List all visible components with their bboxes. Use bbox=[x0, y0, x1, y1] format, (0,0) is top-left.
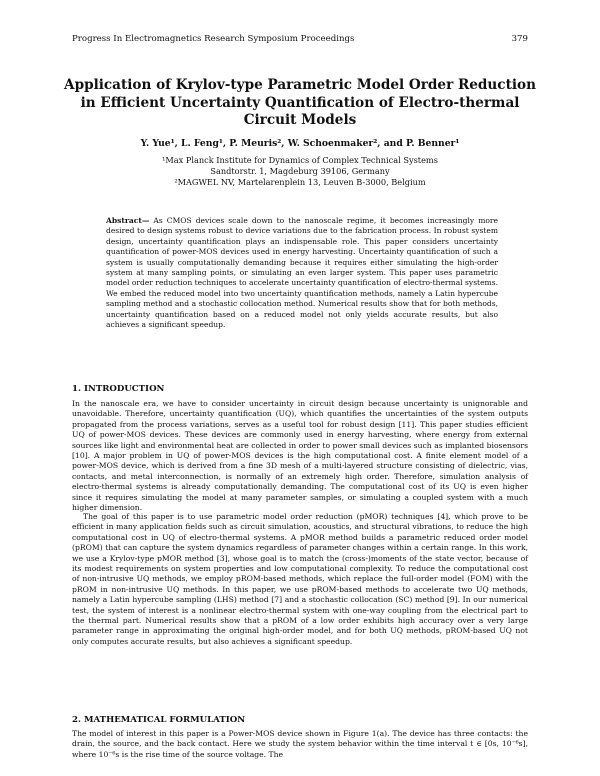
page-number: 379 bbox=[511, 34, 528, 44]
affiliation-line: Sandtorstr. 1, Magdeburg 39106, Germany bbox=[210, 165, 390, 176]
affiliation-line: ²MAGWEL NV, Martelarenplein 13, Leuven B-3000, Belgium bbox=[174, 176, 426, 187]
section-heading-introduction: 1. INTRODUCTION bbox=[72, 384, 165, 394]
math-paragraph-1: The model of interest in this paper is a Power-MOS device shown in Figure 1(a). The device has three contacts: the drain, the source, and the back contact. Here we study the system behavior within the time interval t ∈ [0s, 10⁻⁶s], where 10⁻⁶s is the rise time of the source voltage. The bbox=[72, 729, 528, 759]
running-header: Progress In Electromagnetics Research Symposium Proceedings bbox=[72, 34, 355, 44]
abstract bbox=[106, 216, 498, 330]
affiliations bbox=[72, 155, 528, 187]
section-heading-math: 2. MATHEMATICAL FORMULATION bbox=[72, 715, 246, 725]
intro-paragraph-1: In the nanoscale era, we have to consider uncertainty in circuit design because uncertainty is unignorable and unavoidable. Therefore, uncertainty quantification (UQ), which quantifies the uncertainties of the system outputs propagated from the process variations, serves as a useful tool for robust design [11]. This paper studies efficient UQ of power-MOS devices. These devices are commonly used in energy harvesting, where energy from external sources like light and environmental heat are collected in order to power small devices such as implanted biosensors [10]. A major problem in UQ of power-MOS devices is the high computational cost. A finite element model of a power-MOS device, which is derived from a fine 3D mesh of a multi-layered structure consisting of dielectric, vias, contacts, and metal interconnection, is normally of an extremely high order. Therefore, simulation analysis of electro-thermal systems is already computationally demanding. The computational cost of its UQ is even higher since it requires simulating the model at many parameter samples, or simulating a coupled system with a much higher dimension. bbox=[72, 399, 528, 513]
paper-title: Application of Krylov-type Parametric Model Order Reduction in Efficient Uncertainty Quantification of Electro-thermal Circuit Models bbox=[64, 77, 536, 128]
affiliation-line: ¹Max Planck Institute for Dynamics of Complex Technical Systems bbox=[162, 155, 438, 165]
author-list: Y. Yue¹, L. Feng¹, P. Meuris², W. Schoenmaker², and P. Benner¹ bbox=[140, 138, 460, 149]
intro-paragraph-2: The goal of this paper is to use parametric model order reduction (pMOR) techniques [4], which prove to be efficient in many application fields such as circuit simulation, acoustics, and structural vibrations, to reduce the high computational cost in UQ of electro-thermal systems. A pMOR method builds a parametric reduced order model (pROM) that can capture the system dynamics regardless of parameter changes within a certain range. In this work, we use a Krylov-type pMOR method [3], whose goal is to match the (cross-)moments of the state vector, because of its modest requirements on system properties and low computational complexity. To reduce the computational cost of non-intrusive UQ methods, we employ pROM-based methods, which replace the full-order model (FOM) with the pROM in non-intrusive UQ methods. In this paper, we use pROM-based methods to accelerate two UQ methods, namely a Latin hypercube sampling (LHS) method [7] and a stochastic collocation (SC) method [9]. In our numerical test, the system of interest is a nonlinear electro-thermal system with one-way coupling from the electrical part to the thermal part. Numerical results show that a pROM of a low order exhibits high accuracy over a very large parameter range in approximating the original high-order model, and for both UQ methods, pROM-based UQ not only computes accurate results, but also achieves a significant speedup. bbox=[72, 512, 528, 646]
abstract-text: As CMOS devices scale down to the nanoscale regime, it becomes increasingly more desired to design systems robust to device variations due to the fabrication process. In robust system design, uncertainty quantification plays an indispensable role. This paper considers uncertainty quantification of power-MOS devices used in energy harvesting. Uncertainty quantification of such a system is usually computationally demanding because it requires either simulating the high-order system at many sampling points, or simulating an even larger system. This paper uses parametric model order reduction techniques to accelerate uncertainty quantification of electro-thermal systems. We embed the reduced model into two uncertainty quantification methods, namely a Latin hypercube sampling method and a stochastic collocation method. Numerical results show that for both methods, uncertainty quantification based on a reduced model not only yields accurate results, but also achieves a significant speedup. bbox=[106, 216, 498, 330]
abstract-label: Abstract— bbox=[106, 216, 150, 225]
